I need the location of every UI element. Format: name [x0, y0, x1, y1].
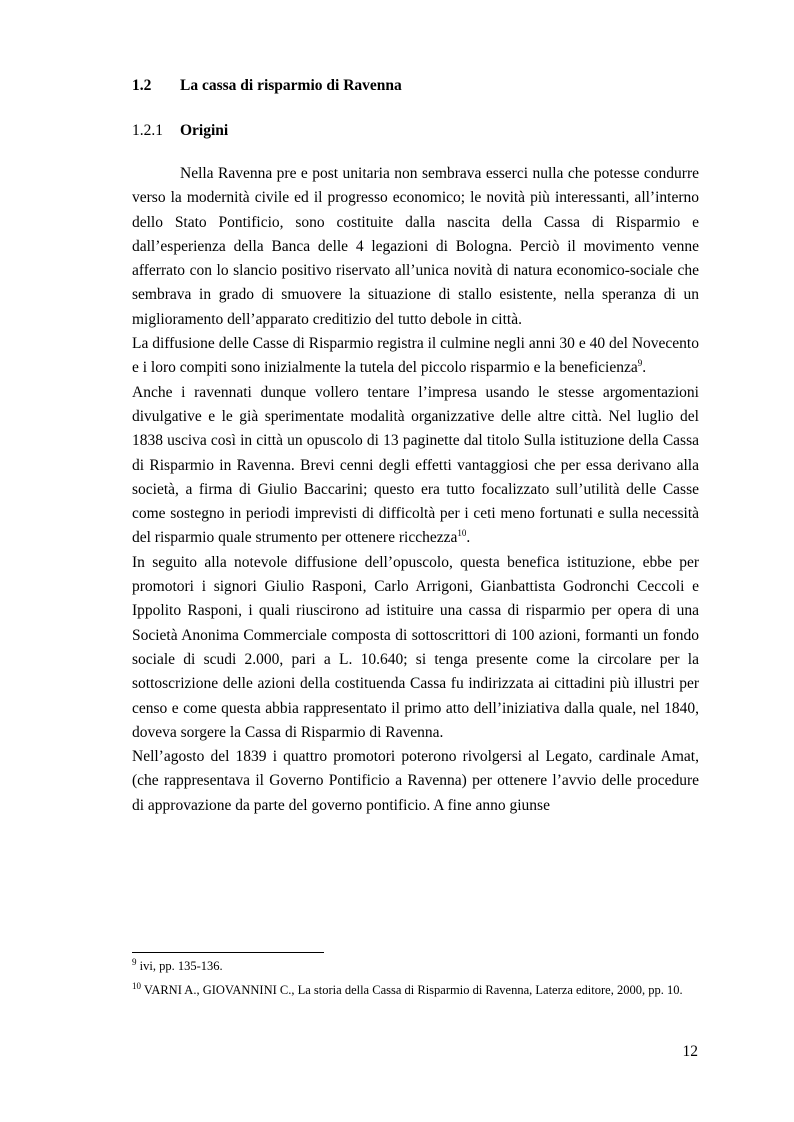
- footnotes: [132, 958, 699, 1006]
- footnote-marker: 10: [132, 980, 141, 991]
- paragraph: La diffusione delle Casse di Risparmio registra il culmine negli anni 30 e 40 del Novecento e i loro compiti sono inizialmente la tutela del piccolo risparmio e la beneficienza$^9$.: [132, 335, 699, 377]
- page-number: 12: [682, 1043, 698, 1060]
- section-heading: [132, 76, 402, 96]
- subsection-title: Origini: [180, 122, 229, 139]
- subsection-heading: [132, 121, 228, 141]
- body-text: [132, 162, 699, 818]
- section-title: La cassa di risparmio di Ravenna: [180, 77, 402, 94]
- footnote: $^{10}$ VARNI A., GIOVANNINI C., La storia della Cassa di Risparmio di Ravenna, Laterza editore, 2000, pp. 10.: [132, 980, 683, 997]
- paragraph: Nella Ravenna pre e post unitaria non sembrava esserci nulla che potesse condurre verso la modernità civile ed il progresso economico; le novità più interessanti, all’interno dello Stato Pontificio, sono costituite dalla nascita della Cassa di Risparmio e dall’esperienza della Banca delle 4 legazioni di Bologna. Perciò il movimento venne afferrato con lo slancio positivo riservato all’unica novità di natura economico-sociale che sembrava in grado di smuovere la situazione di stallo esistente, nella speranza di un miglioramento dell’apparato creditizio del tutto debole in città.: [132, 165, 699, 328]
- footnote-ref: 9: [637, 358, 643, 369]
- footnote-ref: 10: [457, 528, 467, 539]
- footnote-separator: [132, 952, 324, 953]
- paragraph: Anche i ravennati dunque vollero tentare l’impresa usando le stesse argomentazioni divulgative e le già sperimentate modalità organizzative delle altre città. Nel luglio del 1838 usciva così in città un opuscolo di 13 paginette dal titolo Sulla istituzione della Cassa di Risparmio in Ravenna. Brevi cenni degli effetti vantaggiosi che per essa derivano alla società, a firma di Giulio Baccarini; questo era tutto focalizzato sull’utilità delle Casse come sostegno in periodi imprevisti di difficoltà per i ceti meno fortunati e sulla necessità del risparmio quale strumento per ottenere ricchezza$^{10}$.: [132, 383, 699, 547]
- section-number: 1.2: [132, 77, 152, 94]
- paragraph: In seguito alla notevole diffusione dell’opuscolo, questa benefica istituzione, ebbe per promotori i signori Giulio Rasponi, Carlo Arrigoni, Gianbattista Godronchi Ceccoli e Ippolito Rasponi, i quali riuscirono ad istituire una cassa di risparmio per opera di una Società Anonima Commerciale composta di sottoscrittori di 100 azioni, formanti un fondo sociale di scudi 2.000, pari a L. 10.640; si tenga presente come la circolare per la sottoscrizione delle azioni della costituenda Cassa fu indirizzata ai cittadini più illustri per censo e come questa abbia rappresentato il primo atto dell’iniziativa dalla quale, nel 1840, doveva sorgere la Cassa di Risparmio di Ravenna.: [132, 553, 699, 741]
- paragraph: Nell’agosto del 1839 i quattro promotori poterono rivolgersi al Legato, cardinale Amat, (che rappresentava il Governo Pontificio a Ravenna) per ottenere l’avvio delle procedure di approvazione da parte del governo pontificio. A fine anno giunse: [132, 748, 699, 814]
- footnote-marker: 9: [132, 956, 137, 967]
- subsection-number: 1.2.1: [132, 122, 163, 139]
- footnote: $^9$ ivi, pp. 135-136.: [132, 956, 223, 973]
